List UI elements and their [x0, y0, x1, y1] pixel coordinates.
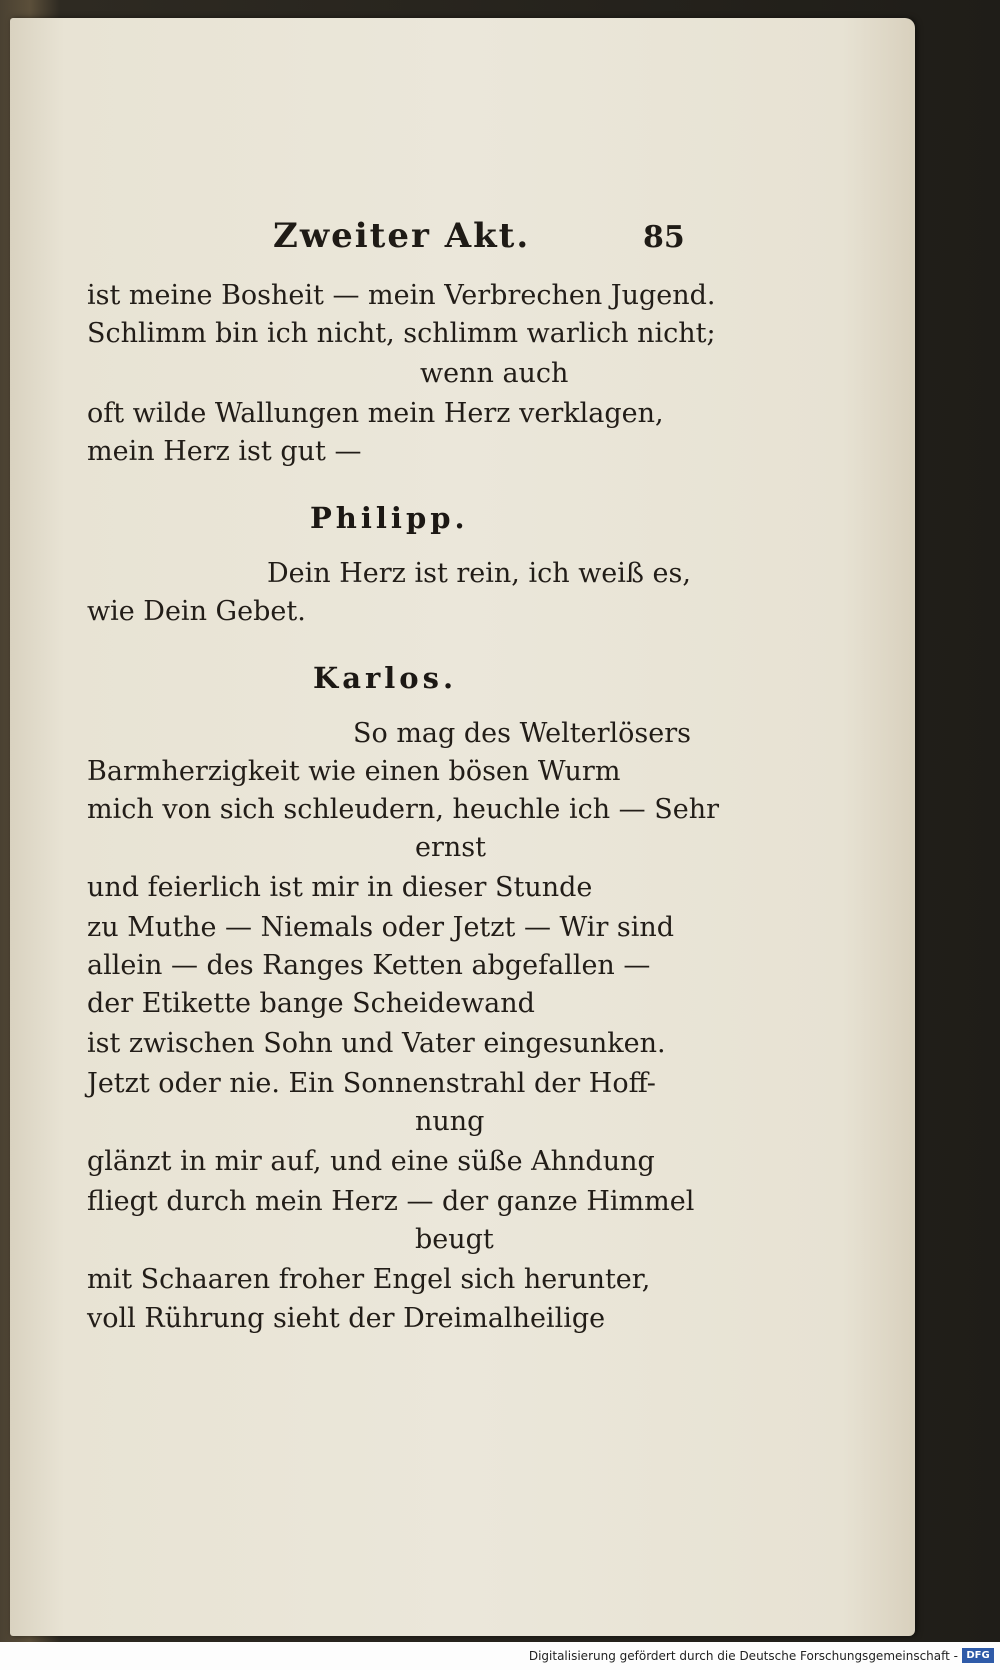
speaker-name: Karlos.: [313, 661, 458, 695]
verse-line: mich von sich schleudern, heuchle ich — Sehr: [87, 794, 720, 825]
verse-line: wie Dein Gebet.: [87, 596, 306, 627]
verse-line: Schlimm bin ich nicht, schlimm warlich nicht;: [87, 318, 716, 349]
verse-line-continuation: ernst: [415, 832, 486, 863]
speaker-name: Philipp.: [310, 501, 469, 535]
funding-credit: Digitalisierung gefördert durch die Deutsche Forschungsgemeinschaft -: [528, 1649, 958, 1663]
verse-line-continuation: nung: [415, 1106, 485, 1137]
verse-line: mit Schaaren froher Engel sich herunter,: [87, 1264, 651, 1295]
verse-line: voll Rührung sieht der Dreimalheilige: [87, 1303, 606, 1334]
verse-line: der Etikette bange Scheidewand: [87, 988, 535, 1019]
dfg-logo: DFG: [962, 1648, 994, 1663]
book-page: [10, 18, 915, 1636]
verse-line: ist zwischen Sohn und Vater eingesunken.: [87, 1028, 666, 1059]
verse-line-continuation: wenn auch: [420, 358, 569, 389]
page-header: [10, 216, 915, 256]
verse-line: glänzt in mir auf, und eine süße Ahndung: [87, 1146, 655, 1177]
verse-line: Dein Herz ist rein, ich weiß es,: [267, 558, 691, 589]
digitization-footer: [0, 1642, 1000, 1670]
verse-line: allein — des Ranges Ketten abgefallen —: [87, 950, 651, 981]
page-number: 85: [643, 220, 685, 255]
verse-line: ist meine Bosheit — mein Verbrechen Jugend.: [87, 280, 716, 311]
verse-line: fliegt durch mein Herz — der ganze Himmel: [87, 1186, 695, 1217]
verse-line: Barmherzigkeit wie einen bösen Wurm: [87, 756, 621, 787]
verse-line-continuation: beugt: [415, 1224, 494, 1255]
verse-line: oft wilde Wallungen mein Herz verklagen,: [87, 398, 664, 429]
running-title: Zweiter Akt.: [273, 216, 531, 256]
verse-line: zu Muthe — Niemals oder Jetzt — Wir sind: [87, 912, 675, 943]
verse-line: und feierlich ist mir in dieser Stunde: [87, 872, 593, 903]
verse-line: So mag des Welterlösers: [353, 718, 691, 749]
verse-line: Jetzt oder nie. Ein Sonnenstrahl der Hoff-: [87, 1068, 656, 1099]
verse-line: mein Herz ist gut —: [87, 436, 362, 467]
